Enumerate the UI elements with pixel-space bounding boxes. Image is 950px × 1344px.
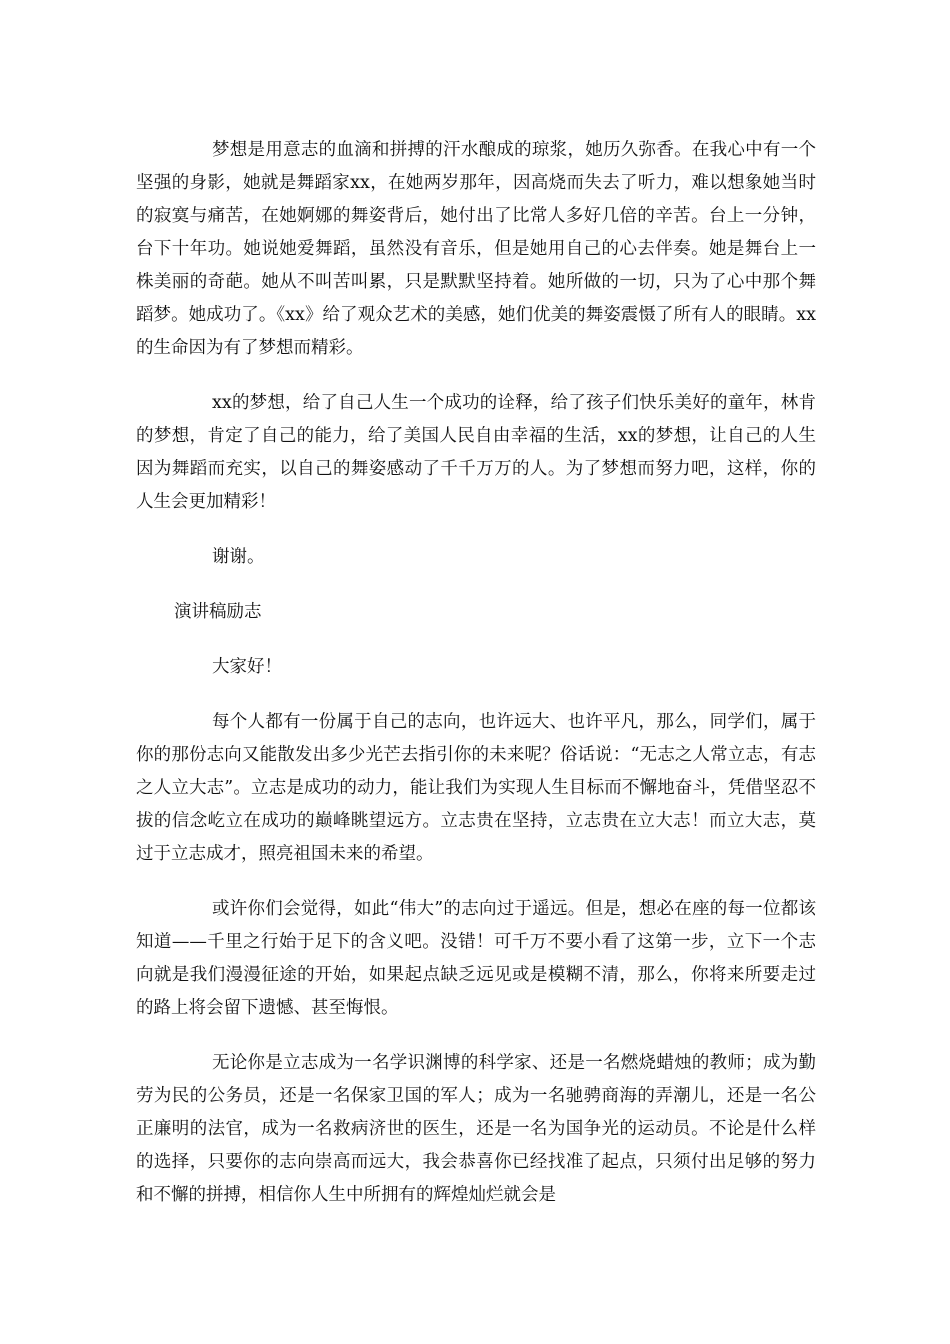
paragraph-dream-dancer: 梦想是用意志的血滴和拼搏的汗水酿成的琼浆，她历久弥香。在我心中有一个坚强的身影，她就是舞蹈家xx，在她两岁那年，因高烧而失去了听力，难以想象她当时的寂寞与痛苦，在她婀娜的舞姿背后，她付出了比常人多好几倍的辛苦。台上一分钟，台下十年功。她说她爱舞蹈，虽然没有音乐，但是她用自己的心去伴奏。她是舞台上一株美丽的奇葩。她从不叫苦叫累，只是默默坚持着。她所做的一切，只为了心中那个舞蹈梦。她成功了。《xx》给了观众艺术的美感，她们优美的舞姿震慑了所有人的眼睛。xx的生命因为有了梦想而精彩。 [136,140,816,358]
document-page [136,134,816,1234]
paragraph-careers: 无论你是立志成为一名学识渊博的科学家、还是一名燃烧蜡烛的教师；成为勤劳为民的公务员，还是一名保家卫国的军人；成为一名驰骋商海的弄潮儿，还是一名公正廉明的法官，成为一名救病济世的医生，还是一名为国争光的运动员。不论是什么样的选择，只要你的志向崇高而远大，我会恭喜你已经找准了起点，只须付出足够的努力和不懈的拼搏，相信你人生中所拥有的辉煌灿烂就会是 [136,1053,816,1205]
paragraph-first-step: 或许你们会觉得，如此“伟大”的志向过于遥远。但是，想必在座的每一位都该知道——千里之行始于足下的含义吧。没错！可千万不要小看了这第一步，立下一个志向就是我们漫漫征途的开始，如果起点缺乏远见或是模糊不清，那么，你将来所要走过的路上将会留下遗憾、甚至悔恨。 [136,899,816,1018]
section-title: 演讲稿励志 [174,602,262,622]
paragraph-dream-meaning: xx的梦想，给了自己人生一个成功的诠释，给了孩子们快乐美好的童年，林肯的梦想，肯定了自己的能力，给了美国人民自由幸福的生活，xx的梦想，让自己的人生因为舞蹈而充实，以自己的舞姿感动了千千万万的人。为了梦想而努力吧，这样，你的人生会更加精彩！ [136,393,816,512]
paragraph-ambition: 每个人都有一份属于自己的志向，也许远大、也许平凡，那么，同学们，属于你的那份志向又能散发出多少光芒去指引你的未来呢？俗话说：“无志之人常立志，有志之人立大志”。立志是成功的动力，能让我们为实现人生目标而不懈地奋斗，凭借坚忍不拔的信念屹立在成功的巅峰眺望远方。立志贵在坚持，立志贵在立大志！而立大志，莫过于立志成才，照亮祖国未来的希望。 [136,712,816,864]
paragraph-greeting: 大家好！ [212,657,282,677]
paragraph-thanks: 谢谢。 [212,547,265,567]
